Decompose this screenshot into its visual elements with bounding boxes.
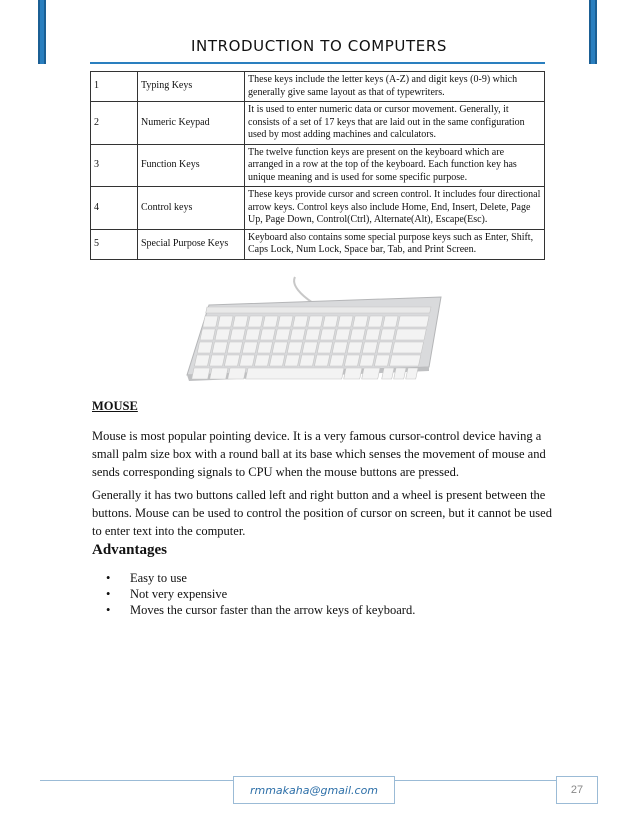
- key-type-description: Keyboard also contains some special purpose keys such as Enter, Shift, Caps Lock, Num Lock, Space bar, Tab, and Print Screen.: [245, 229, 545, 259]
- row-number: 2: [91, 102, 138, 145]
- row-number: 1: [91, 72, 138, 102]
- page-number: 27: [556, 776, 598, 804]
- page-header-title: INTRODUCTION TO COMPUTERS: [191, 37, 447, 55]
- key-type-name: Special Purpose Keys: [138, 229, 245, 259]
- footer-email: rmmakaha@gmail.com: [233, 776, 395, 804]
- mouse-heading: MOUSE: [92, 399, 138, 413]
- key-type-description: These keys provide cursor and screen control. It includes four directional arrow keys. Control keys also include Home, End, Insert, Delete, Page Up, Page Down, Control(Ctrl), Alternate(Alt), Escape(Esc).: [245, 187, 545, 230]
- bullet-icon: •: [106, 603, 111, 617]
- key-type-name: Control keys: [138, 187, 245, 230]
- table-row: [91, 102, 545, 145]
- row-number: 4: [91, 187, 138, 230]
- advantages-list: [92, 570, 415, 618]
- list-item-text: Not very expensive: [130, 587, 228, 601]
- table-row: [91, 229, 545, 259]
- key-type-name: Function Keys: [138, 144, 245, 187]
- advantages-heading: Advantages: [92, 542, 168, 558]
- list-item: [92, 586, 415, 602]
- row-number: 5: [91, 229, 138, 259]
- header-divider: [90, 62, 545, 64]
- mouse-paragraph-2: Generally it has two buttons called left and right button and a wheel is present between the buttons. Mouse can be used to control the position of cursor on screen, but it cannot be used to enter text into the computer.: [92, 488, 552, 538]
- table-row: [91, 72, 545, 102]
- table-row: [91, 144, 545, 187]
- keyboard-illustration: [183, 275, 445, 387]
- mouse-paragraph-1: Mouse is most popular pointing device. It is a very famous cursor-control device having a small palm size box with a round ball at its base which senses the movement of mouse and sends corresponding signals to CPU when the mouse buttons are pressed.: [92, 429, 546, 479]
- key-type-description: It is used to enter numeric data or cursor movement. Generally, it consists of a set of 17 keys that are laid out in the same configuration used by most adding machines and calculators.: [245, 102, 545, 145]
- list-item: [92, 602, 415, 618]
- table-row: [91, 187, 545, 230]
- list-item-text: Moves the cursor faster than the arrow keys of keyboard.: [130, 603, 416, 617]
- keyboard-keys-table: [90, 71, 545, 260]
- list-item: [92, 570, 415, 586]
- list-item-text: Easy to use: [130, 571, 187, 585]
- row-number: 3: [91, 144, 138, 187]
- key-type-name: Typing Keys: [138, 72, 245, 102]
- key-type-description: These keys include the letter keys (A-Z) and digit keys (0-9) which generally give same layout as that of typewriters.: [245, 72, 545, 102]
- keyboard-image: [183, 275, 445, 387]
- key-type-name: Numeric Keypad: [138, 102, 245, 145]
- bullet-icon: •: [106, 587, 111, 601]
- bullet-icon: •: [106, 571, 111, 585]
- key-type-description: The twelve function keys are present on the keyboard which are arranged in a row at the top of the keyboard. Each function key has unique meaning and is used for some specific purpose.: [245, 144, 545, 187]
